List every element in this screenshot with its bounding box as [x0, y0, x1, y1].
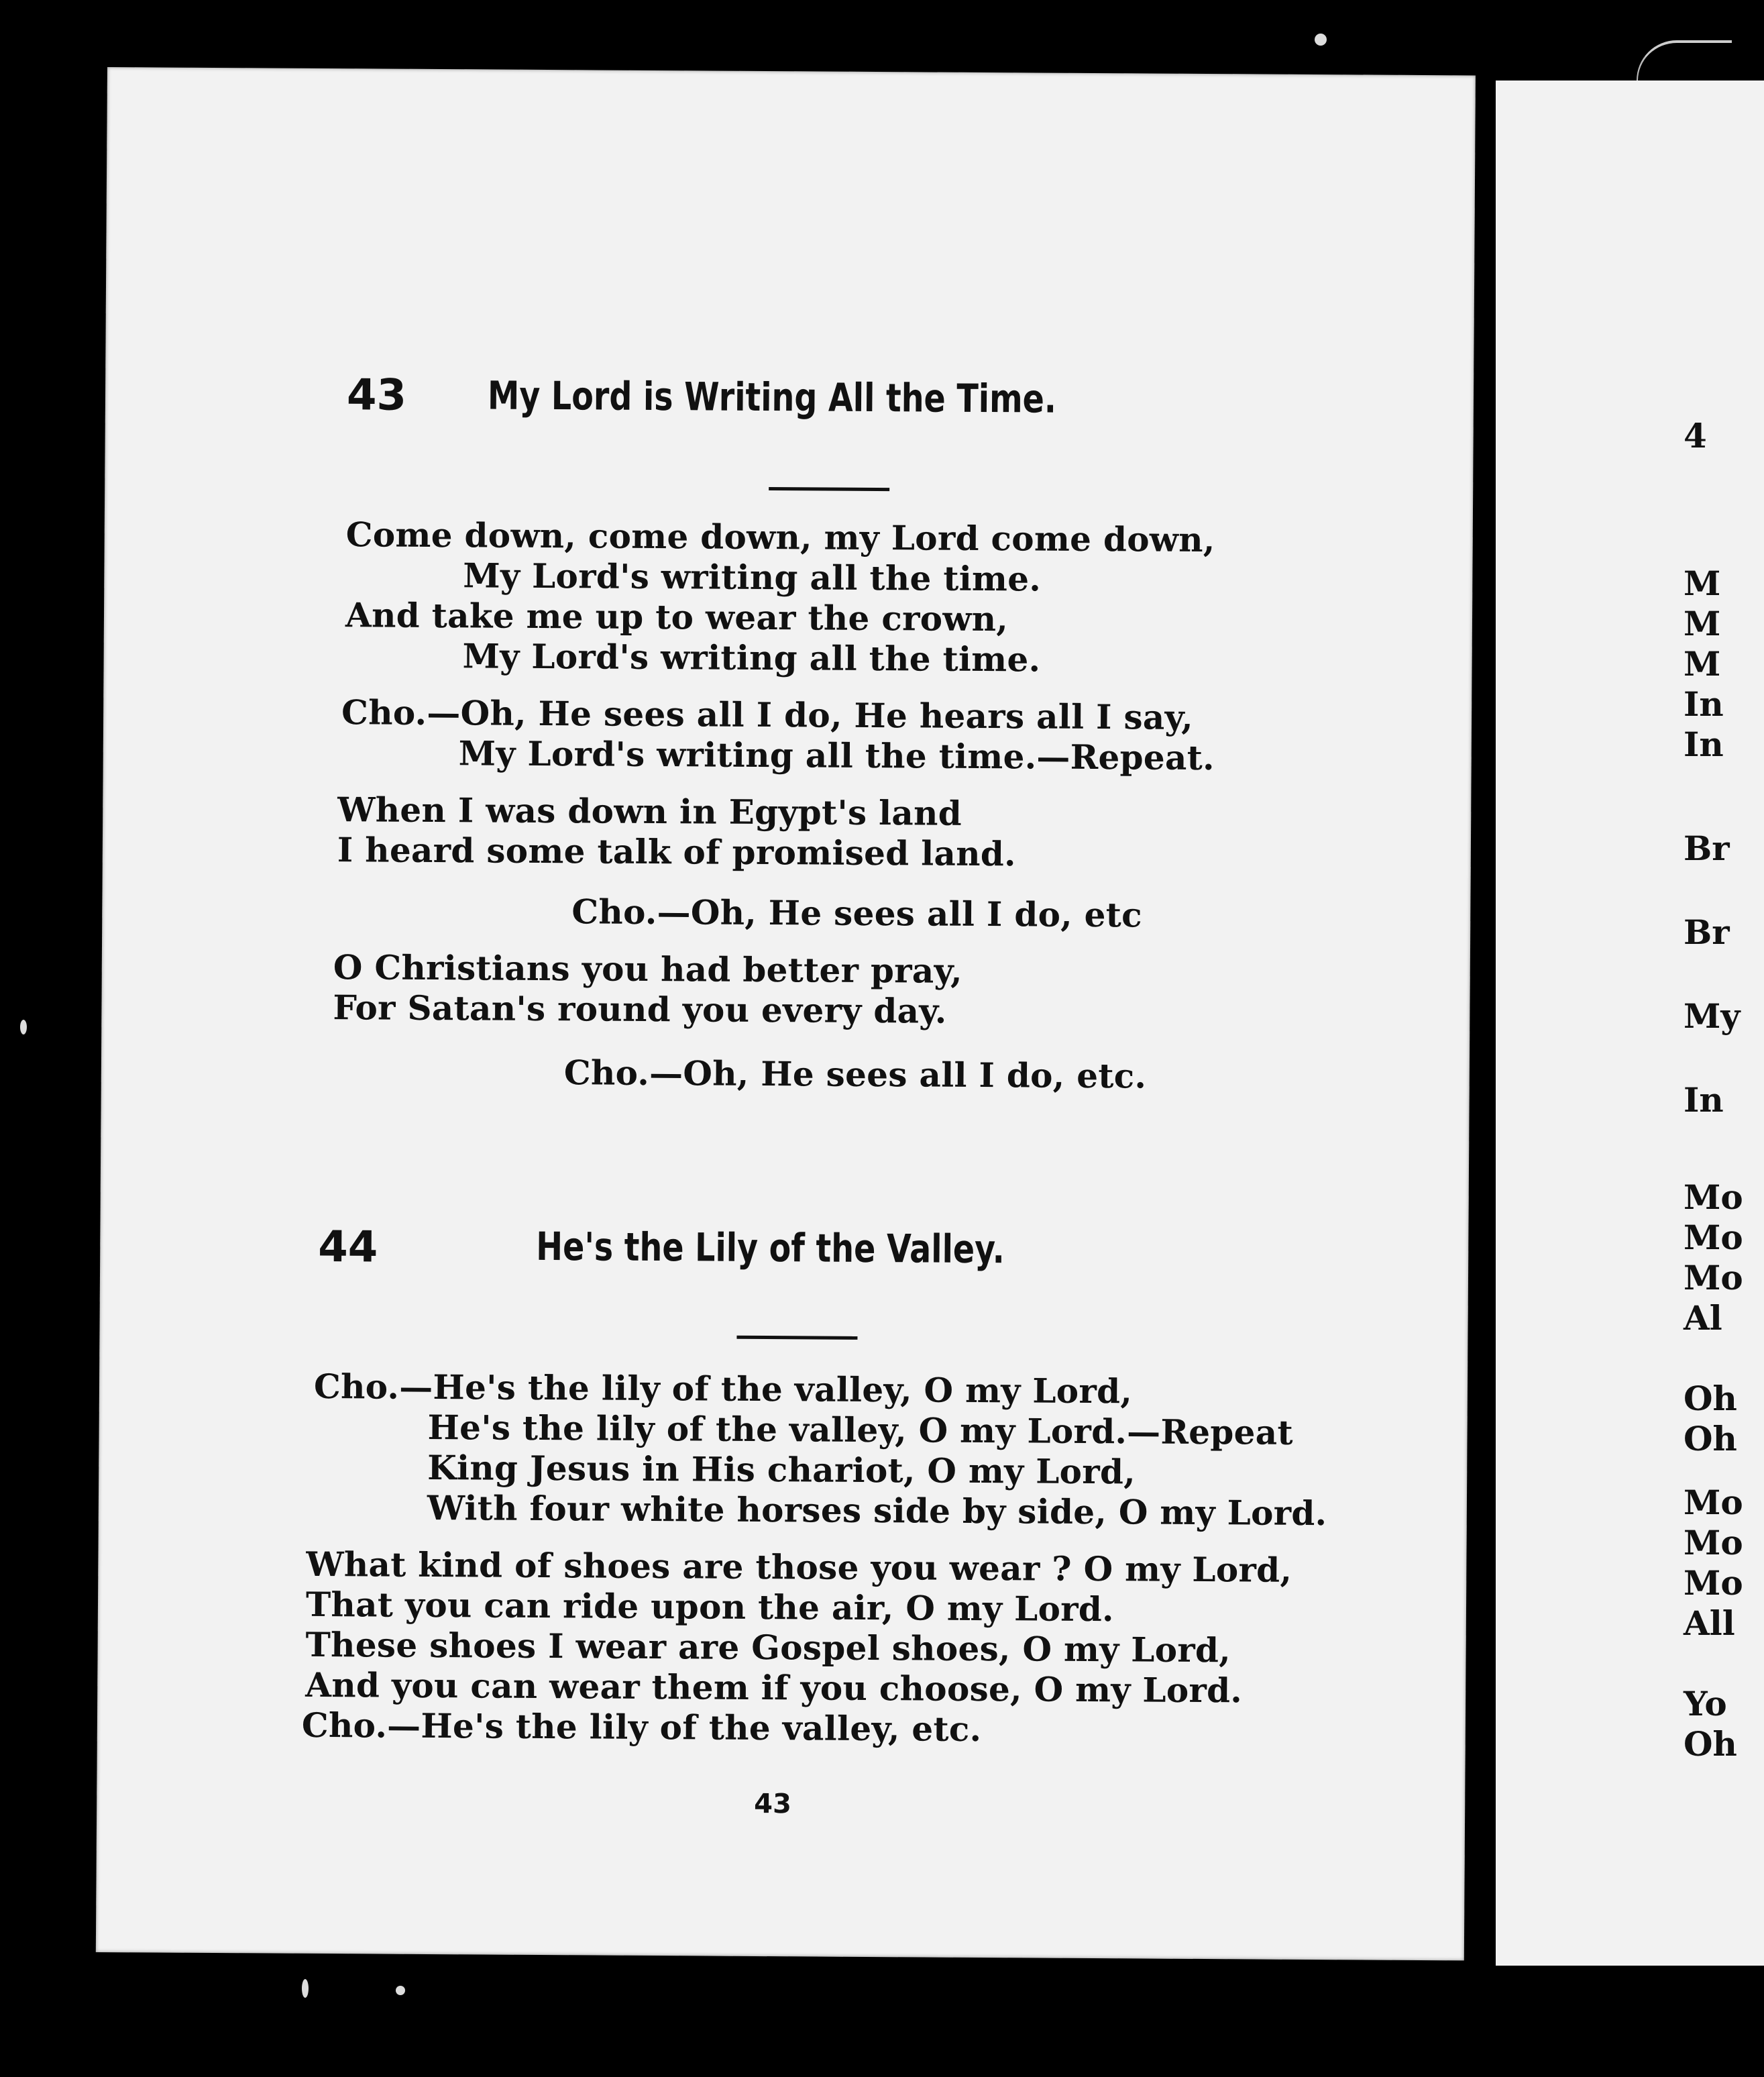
- right-page-fragment: All: [1684, 1603, 1735, 1643]
- hymn-44-rule: [736, 1336, 857, 1340]
- right-page-fragment: Mo: [1684, 1258, 1743, 1297]
- hymn-44-line: These shoes I wear are Gospel shoes, O my Lord,: [305, 1624, 1231, 1670]
- hymn-44-line: And you can wear them if you choose, O my Lord.: [305, 1664, 1243, 1711]
- hymn-44-line: With four white horses side by side, O my Lord.: [427, 1487, 1327, 1534]
- hymn-43-line: My Lord's writing all the time.—Repeat.: [458, 733, 1215, 778]
- right-page-fragment: Oh: [1684, 1724, 1737, 1764]
- hymn-43-chorus: Cho.—Oh, He sees all I do, etc.: [563, 1053, 1147, 1096]
- scan-speck: [302, 1979, 309, 1998]
- right-page-fragment: Oh: [1684, 1379, 1737, 1418]
- hymn-43-line: Come down, come down, my Lord come down,: [345, 515, 1215, 560]
- hymn-44-chorus: Cho.—He's the lily of the valley, etc.: [301, 1705, 982, 1750]
- right-page-fragment: Al: [1684, 1298, 1722, 1338]
- left-page: [96, 67, 1476, 1960]
- hymn-44-line: That you can ride upon the air, O my Lord.: [305, 1584, 1115, 1630]
- hymn-43-chorus: Cho.—Oh, He sees all I do, etc: [571, 892, 1143, 935]
- hymn-43-number: 43: [346, 370, 407, 421]
- hymn-43-rule: [769, 487, 889, 491]
- right-page-fragment: 4: [1684, 416, 1707, 456]
- right-page-fragment: Oh: [1684, 1419, 1737, 1458]
- hymn-44-number: 44: [318, 1222, 378, 1273]
- right-page-fragment: Mo: [1684, 1483, 1743, 1522]
- scan-speck: [1315, 34, 1327, 46]
- hymn-44-chorus: Cho.—He's the lily of the valley, O my Lord,: [313, 1366, 1133, 1412]
- right-page-fragment: Mo: [1684, 1563, 1743, 1603]
- hymn-44-line: What kind of shoes are those you wear ? O my Lord,: [306, 1544, 1292, 1590]
- page-number: 43: [754, 1788, 792, 1820]
- right-page-fragment: Yo: [1684, 1684, 1727, 1723]
- right-page-fragment: My: [1684, 996, 1741, 1036]
- hymn-43-line: O Christians you had better pray,: [333, 947, 963, 991]
- right-page-fragment: Mo: [1684, 1218, 1743, 1257]
- hymn-43-line: I heard some talk of promised land.: [337, 830, 1017, 874]
- hymn-44-title: He's the Lily of the Valley.: [536, 1223, 1005, 1273]
- hymn-43-line: When I was down in Egypt's land: [337, 790, 962, 833]
- right-page: [1496, 81, 1764, 1966]
- right-page-fragment: M: [1684, 564, 1721, 603]
- right-page-fragment: Mo: [1684, 1177, 1743, 1217]
- hymn-43-chorus: Cho.—Oh, He sees all I do, He hears all I say,: [341, 692, 1194, 737]
- right-page-fragment: Br: [1684, 912, 1730, 952]
- hymn-43-line: My Lord's writing all the time.: [463, 555, 1042, 599]
- right-page-fragment: Mo: [1684, 1523, 1743, 1562]
- hymn-44-line: He's the lily of the valley, O my Lord.—Repeat: [427, 1407, 1294, 1452]
- right-page-fragment: M: [1684, 604, 1721, 643]
- hymn-43-title: My Lord is Writing All the Time.: [487, 372, 1057, 422]
- scan-speck: [20, 1020, 27, 1034]
- hymn-44-line: King Jesus in His chariot, O my Lord,: [427, 1447, 1136, 1492]
- scan-speck: [396, 1986, 405, 1995]
- right-page-fragment: In: [1684, 684, 1724, 724]
- hymn-43-line: For Satan's round you every day.: [333, 988, 947, 1031]
- hymn-43-line: And take me up to wear the crown,: [345, 595, 1009, 639]
- right-page-fragment: M: [1684, 644, 1721, 684]
- hymn-43-line: My Lord's writing all the time.: [462, 636, 1041, 680]
- right-page-fragment: In: [1684, 1080, 1724, 1120]
- right-page-fragment: In: [1684, 725, 1724, 764]
- right-page-fragment: Br: [1684, 829, 1730, 868]
